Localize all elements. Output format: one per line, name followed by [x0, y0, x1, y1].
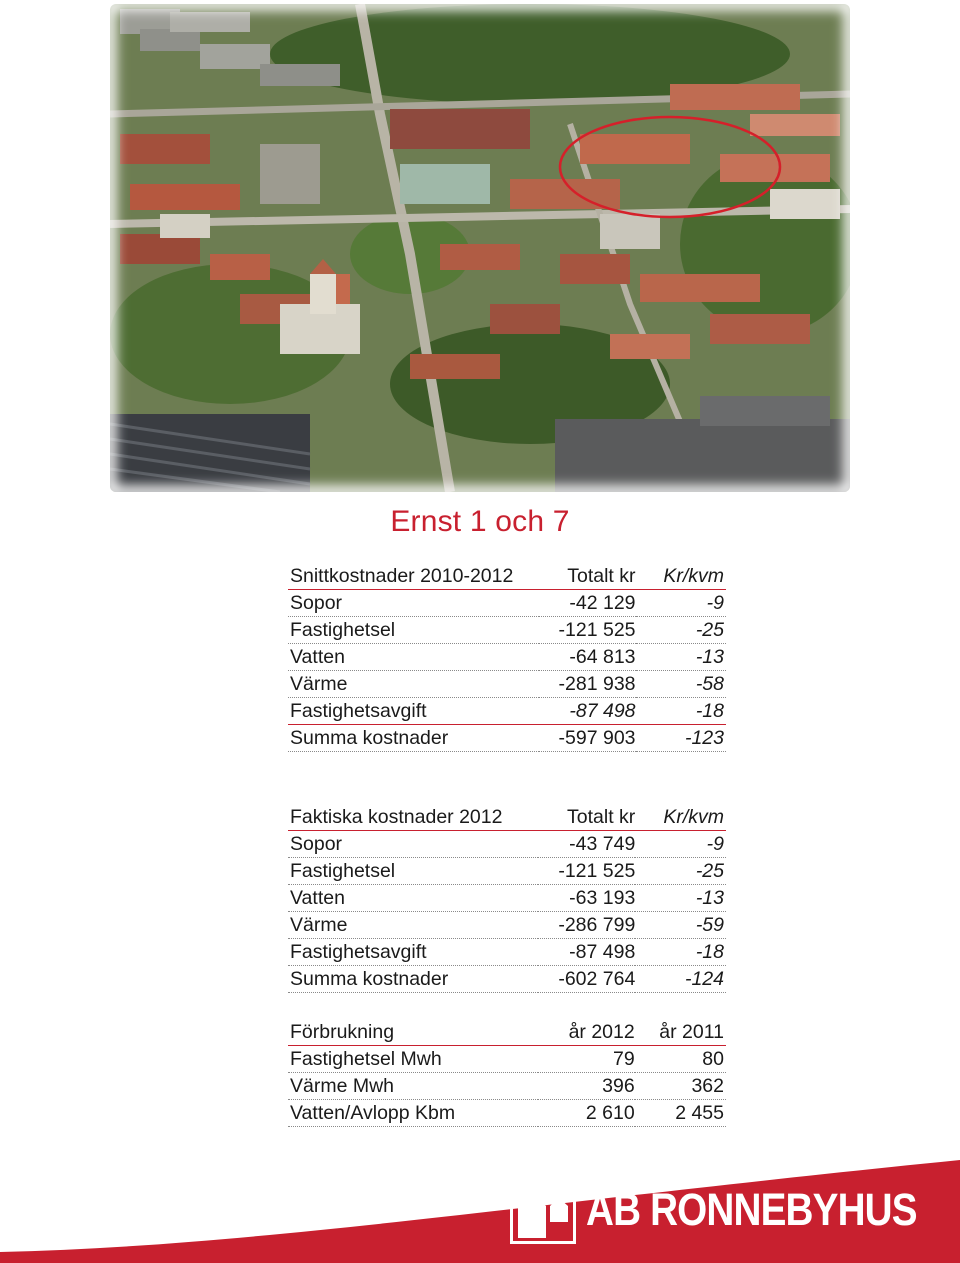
table-header: [288, 563, 726, 590]
row-per-sqm: -59: [635, 912, 726, 939]
table-row: [288, 939, 726, 966]
table-row-total: [288, 725, 726, 752]
row-label: Summa kostnader: [288, 966, 538, 993]
table-row: [288, 1073, 726, 1100]
table-row: [288, 912, 726, 939]
table-row: [288, 1046, 726, 1073]
table-row-total: [288, 966, 726, 993]
row-label: Fastighetsel: [288, 617, 539, 644]
row-per-sqm: -13: [636, 644, 726, 671]
row-label: Vatten: [288, 885, 538, 912]
header-year-2011: år 2011: [635, 1019, 726, 1046]
row-label: Värme: [288, 671, 539, 698]
row-label: Värme: [288, 912, 538, 939]
row-per-sqm: -25: [636, 617, 726, 644]
row-total: -87 498: [538, 939, 635, 966]
row-total: -42 129: [539, 590, 636, 617]
row-per-sqm: -124: [635, 966, 726, 993]
row-total: -63 193: [538, 885, 635, 912]
row-label: Fastighetsel: [288, 858, 538, 885]
page-title: Ernst 1 och 7: [390, 505, 570, 538]
aerial-photo-illustration: [110, 4, 850, 492]
row-per-sqm: -58: [636, 671, 726, 698]
table-row: [288, 644, 726, 671]
row-total: -281 938: [539, 671, 636, 698]
row-label: Vatten: [288, 644, 539, 671]
row-2011: 2 455: [635, 1100, 726, 1127]
average-costs-table: [288, 563, 726, 752]
row-2011: 362: [635, 1073, 726, 1100]
header-total: Totalt kr: [539, 563, 636, 590]
row-total: -286 799: [538, 912, 635, 939]
company-logo-icon: [510, 1186, 576, 1244]
header-year-2012: år 2012: [538, 1019, 635, 1046]
row-label: Sopor: [288, 590, 539, 617]
row-per-sqm: -9: [636, 590, 726, 617]
header-label: Faktiska kostnader 2012: [288, 804, 538, 831]
row-label: Fastighetsavgift: [288, 698, 539, 725]
header-total: Totalt kr: [538, 804, 635, 831]
row-total: -597 903: [539, 725, 636, 752]
row-2012: 2 610: [538, 1100, 635, 1127]
table-row: [288, 698, 726, 725]
aerial-photo: [110, 4, 850, 492]
row-2012: 396: [538, 1073, 635, 1100]
row-total: -121 525: [538, 858, 635, 885]
row-per-sqm: -18: [636, 698, 726, 725]
row-per-sqm: -25: [635, 858, 726, 885]
row-label: Summa kostnader: [288, 725, 539, 752]
row-label: Värme Mwh: [288, 1073, 538, 1100]
table-header: [288, 1019, 726, 1046]
actual-costs-table: [288, 804, 726, 993]
table-row: [288, 617, 726, 644]
row-label: Fastighetsavgift: [288, 939, 538, 966]
row-total: -602 764: [538, 966, 635, 993]
header-per-sqm: Kr/kvm: [636, 563, 726, 590]
table-row: [288, 858, 726, 885]
consumption-table: [288, 1019, 726, 1127]
table-header: [288, 804, 726, 831]
row-per-sqm: -18: [635, 939, 726, 966]
row-total: -43 749: [538, 831, 635, 858]
company-logo-text: AB RONNEBYHUS: [586, 1184, 917, 1235]
table-row: [288, 831, 726, 858]
row-label: Fastighetsel Mwh: [288, 1046, 538, 1073]
table-row: [288, 671, 726, 698]
row-2011: 80: [635, 1046, 726, 1073]
row-total: -121 525: [539, 617, 636, 644]
row-total: -64 813: [539, 644, 636, 671]
row-label: Vatten/Avlopp Kbm: [288, 1100, 538, 1127]
header-label: Snittkostnader 2010-2012: [288, 563, 539, 590]
table-row: [288, 885, 726, 912]
header-per-sqm: Kr/kvm: [635, 804, 726, 831]
row-per-sqm: -13: [635, 885, 726, 912]
row-2012: 79: [538, 1046, 635, 1073]
header-label: Förbrukning: [288, 1019, 538, 1046]
table-row: [288, 1100, 726, 1127]
table-row: [288, 590, 726, 617]
row-label: Sopor: [288, 831, 538, 858]
row-per-sqm: -123: [636, 725, 726, 752]
row-total: -87 498: [539, 698, 636, 725]
row-per-sqm: -9: [635, 831, 726, 858]
